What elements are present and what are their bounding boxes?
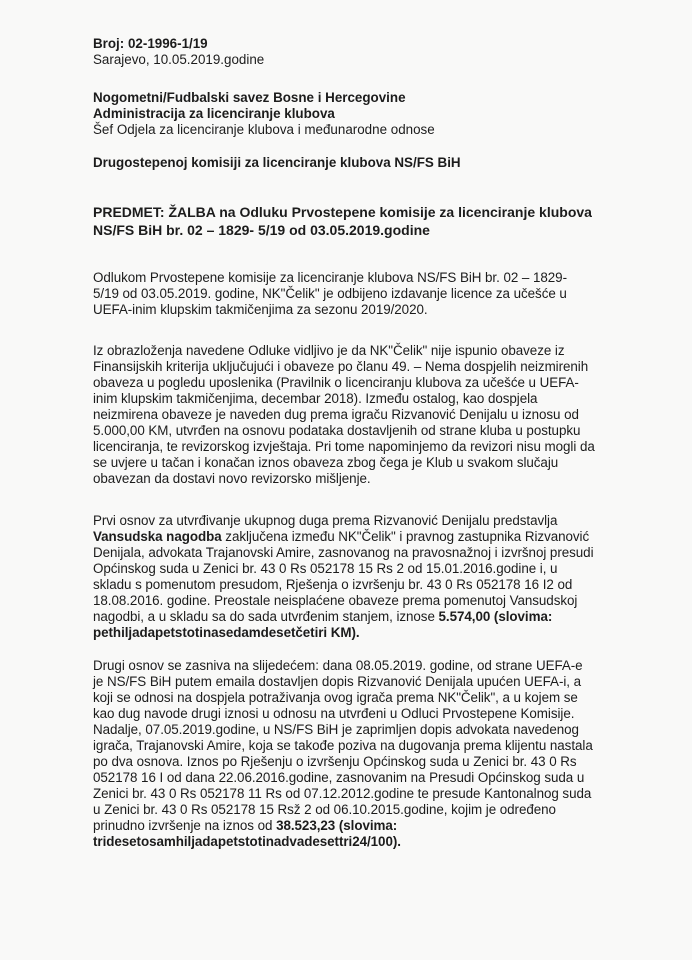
paragraph-1 [93, 270, 664, 318]
amount-words: tridesetosamhiljadapetstotinadvadesettri24/100). [93, 834, 401, 849]
paragraph-line [93, 529, 664, 545]
text-run: prinudno izvršenje na iznos od [93, 818, 277, 833]
bold-term: Vansudska nagodba [93, 529, 222, 544]
sender-dept: Administracija za licenciranje klubova [93, 106, 335, 121]
subject-line-1: PREDMET: ŽALBA na Odluku Prvostepene komisije za licenciranje klubova [93, 204, 592, 220]
paragraph-line: Finansijskih kriterija uključujući i obaveze po članu 49. – Nema dospjelih neizmirenih [93, 359, 589, 374]
paragraph-line: Općinskog suda u Zenici br. 43 0 Rs 052178 15 Rs 2 od 15.01.2016.godine i, u [93, 561, 558, 576]
recipient-line: Drugostepenoj komisiji za licenciranje klubova NS/FS BiH [93, 155, 461, 170]
paragraph-line: inim klupskim takmičenjima, decembar 2018). Između ostalog, kao dospjela [93, 391, 538, 406]
amount-words: pethiljadapetstotinasedamdesetčetiri KM). [93, 625, 360, 640]
paragraph-line: se uvjere u tačan i konačan iznos obaveza zbog čega je Klub u svakom slučaju [93, 455, 559, 470]
paragraph-line: licenciranja, te revizorskog izvještaja. Pri tome napominjemo da revizori nisu mogli da [93, 439, 595, 454]
amount-bold: 38.523,23 (slovima: [276, 818, 398, 833]
paragraph-line: u Zenici br. 43 0 Rs 052178 15 Rsž 2 od 06.10.2015.godine, kojim je određeno [93, 802, 556, 817]
paragraph-3 [93, 513, 664, 641]
paragraph-line: Zenici br. 43 0 Rs 052178 11 Rs od 07.12.2012.godine te presude Kantonalnog suda [93, 786, 592, 801]
recipient [93, 155, 664, 171]
paragraph-line: Prvi osnov za utvrđivanje ukupnog duga prema Rizvanović Denijalu predstavlja [93, 513, 558, 528]
place-date: Sarajevo, 10.05.2019.godine [93, 52, 265, 67]
paragraph-line: Iz obrazloženja navedene Odluke vidljivo je da NK"Čelik" nije ispunio obaveze iz [93, 343, 565, 358]
subject-line-2: NS/FS BiH br. 02 – 1829- 5/19 od 03.05.2019.godine [93, 222, 430, 238]
paragraph-line: kao dug navode drugi iznosi u odnosu na utvrđeni u Odluci Prvostepene Komisije. [93, 706, 575, 721]
amount-bold: 5.574,00 (slovima: [438, 609, 553, 624]
document-header [93, 36, 664, 68]
sender-block [93, 90, 664, 138]
paragraph-line: po dva osnova. Iznos po Rješenju o izvršenju Općinskog suda u Zenici br. 43 0 Rs [93, 754, 577, 769]
document-number: Broj: 02-1996-1/19 [93, 36, 208, 51]
paragraph-line: neizmirena obaveze je naveden dug prema igraču Rizvanović Denijalu u iznosu od [93, 407, 579, 422]
paragraph-line [93, 818, 664, 834]
paragraph-line [93, 609, 664, 625]
paragraph-line: 5/19 od 03.05.2019. godine, NK"Čelik" je odbijeno izdavanje licence za učešće u [93, 286, 567, 301]
paragraph-line: obavezan da dostavi novo revizorsko mišljenje. [93, 471, 371, 486]
paragraph-line: 18.08.2016. godine. Preostale neisplaćene obaveze prema pomenutoj Vansudskoj [93, 593, 578, 608]
paragraph-line: igrača, Trajanovski Amire, koja se takođe poziva na dugovanja prema klijentu nastala [93, 738, 593, 753]
subject-block [93, 203, 664, 239]
paragraph-line: obaveza u pogledu uposlenika (Pravilnik o licenciranju klubova za učešće u UEFA- [93, 375, 579, 390]
paragraph-line: koji se odnosi na dospjela potraživanja ovog igrača prema NK"Čelik", a u kojem se [93, 690, 578, 705]
paragraph-2 [93, 343, 664, 487]
paragraph-line: 052178 16 I od dana 22.06.2016.godine, zasnovanim na Presudi Općinskog suda u [93, 770, 585, 785]
paragraph-line: 5.000,00 KM, utvrđen na osnovu podataka dostavljenih od strane kluba u postupku [93, 423, 581, 438]
paragraph-line: je NS/FS BiH putem emaila dostavljen dopis Rizvanović Denijala upućen UEFA-i, a [93, 674, 582, 689]
sender-role: Šef Odjela za licenciranje klubova i međunarodne odnose [93, 122, 435, 137]
text-run: nagodbi, a u skladu sa do sada utvrđenim stanjem, iznose [93, 609, 439, 624]
paragraph-4 [93, 658, 664, 850]
sender-org: Nogometni/Fudbalski savez Bosne i Hercegovine [93, 90, 406, 105]
paragraph-line: Denijala, advokata Trajanovski Amire, zasnovanog na pravosnažnoj i izvršnoj presudi [93, 545, 594, 560]
paragraph-line: Odlukom Prvostepene komisije za licenciranje klubova NS/FS BiH br. 02 – 1829- [93, 270, 567, 285]
paragraph-line: Nadalje, 07.05.2019.godine, u NS/FS BiH je zaprimljen dopis advokata navedenog [93, 722, 579, 737]
paragraph-line: skladu s pomenutom presudom, Rješenja o izvršenju br. 43 0 Rs 052178 16 I2 od [93, 577, 573, 592]
paragraph-line: Drugi osnov se zasniva na slijedećem: dana 08.05.2019. godine, od strane UEFA-e [93, 658, 583, 673]
paragraph-line: UEFA-inim klupskim takmičenjima za sezonu 2019/2020. [93, 302, 428, 317]
text-run: zaključena između NK"Čelik" i pravnog zastupnika Rizvanović [221, 529, 590, 544]
